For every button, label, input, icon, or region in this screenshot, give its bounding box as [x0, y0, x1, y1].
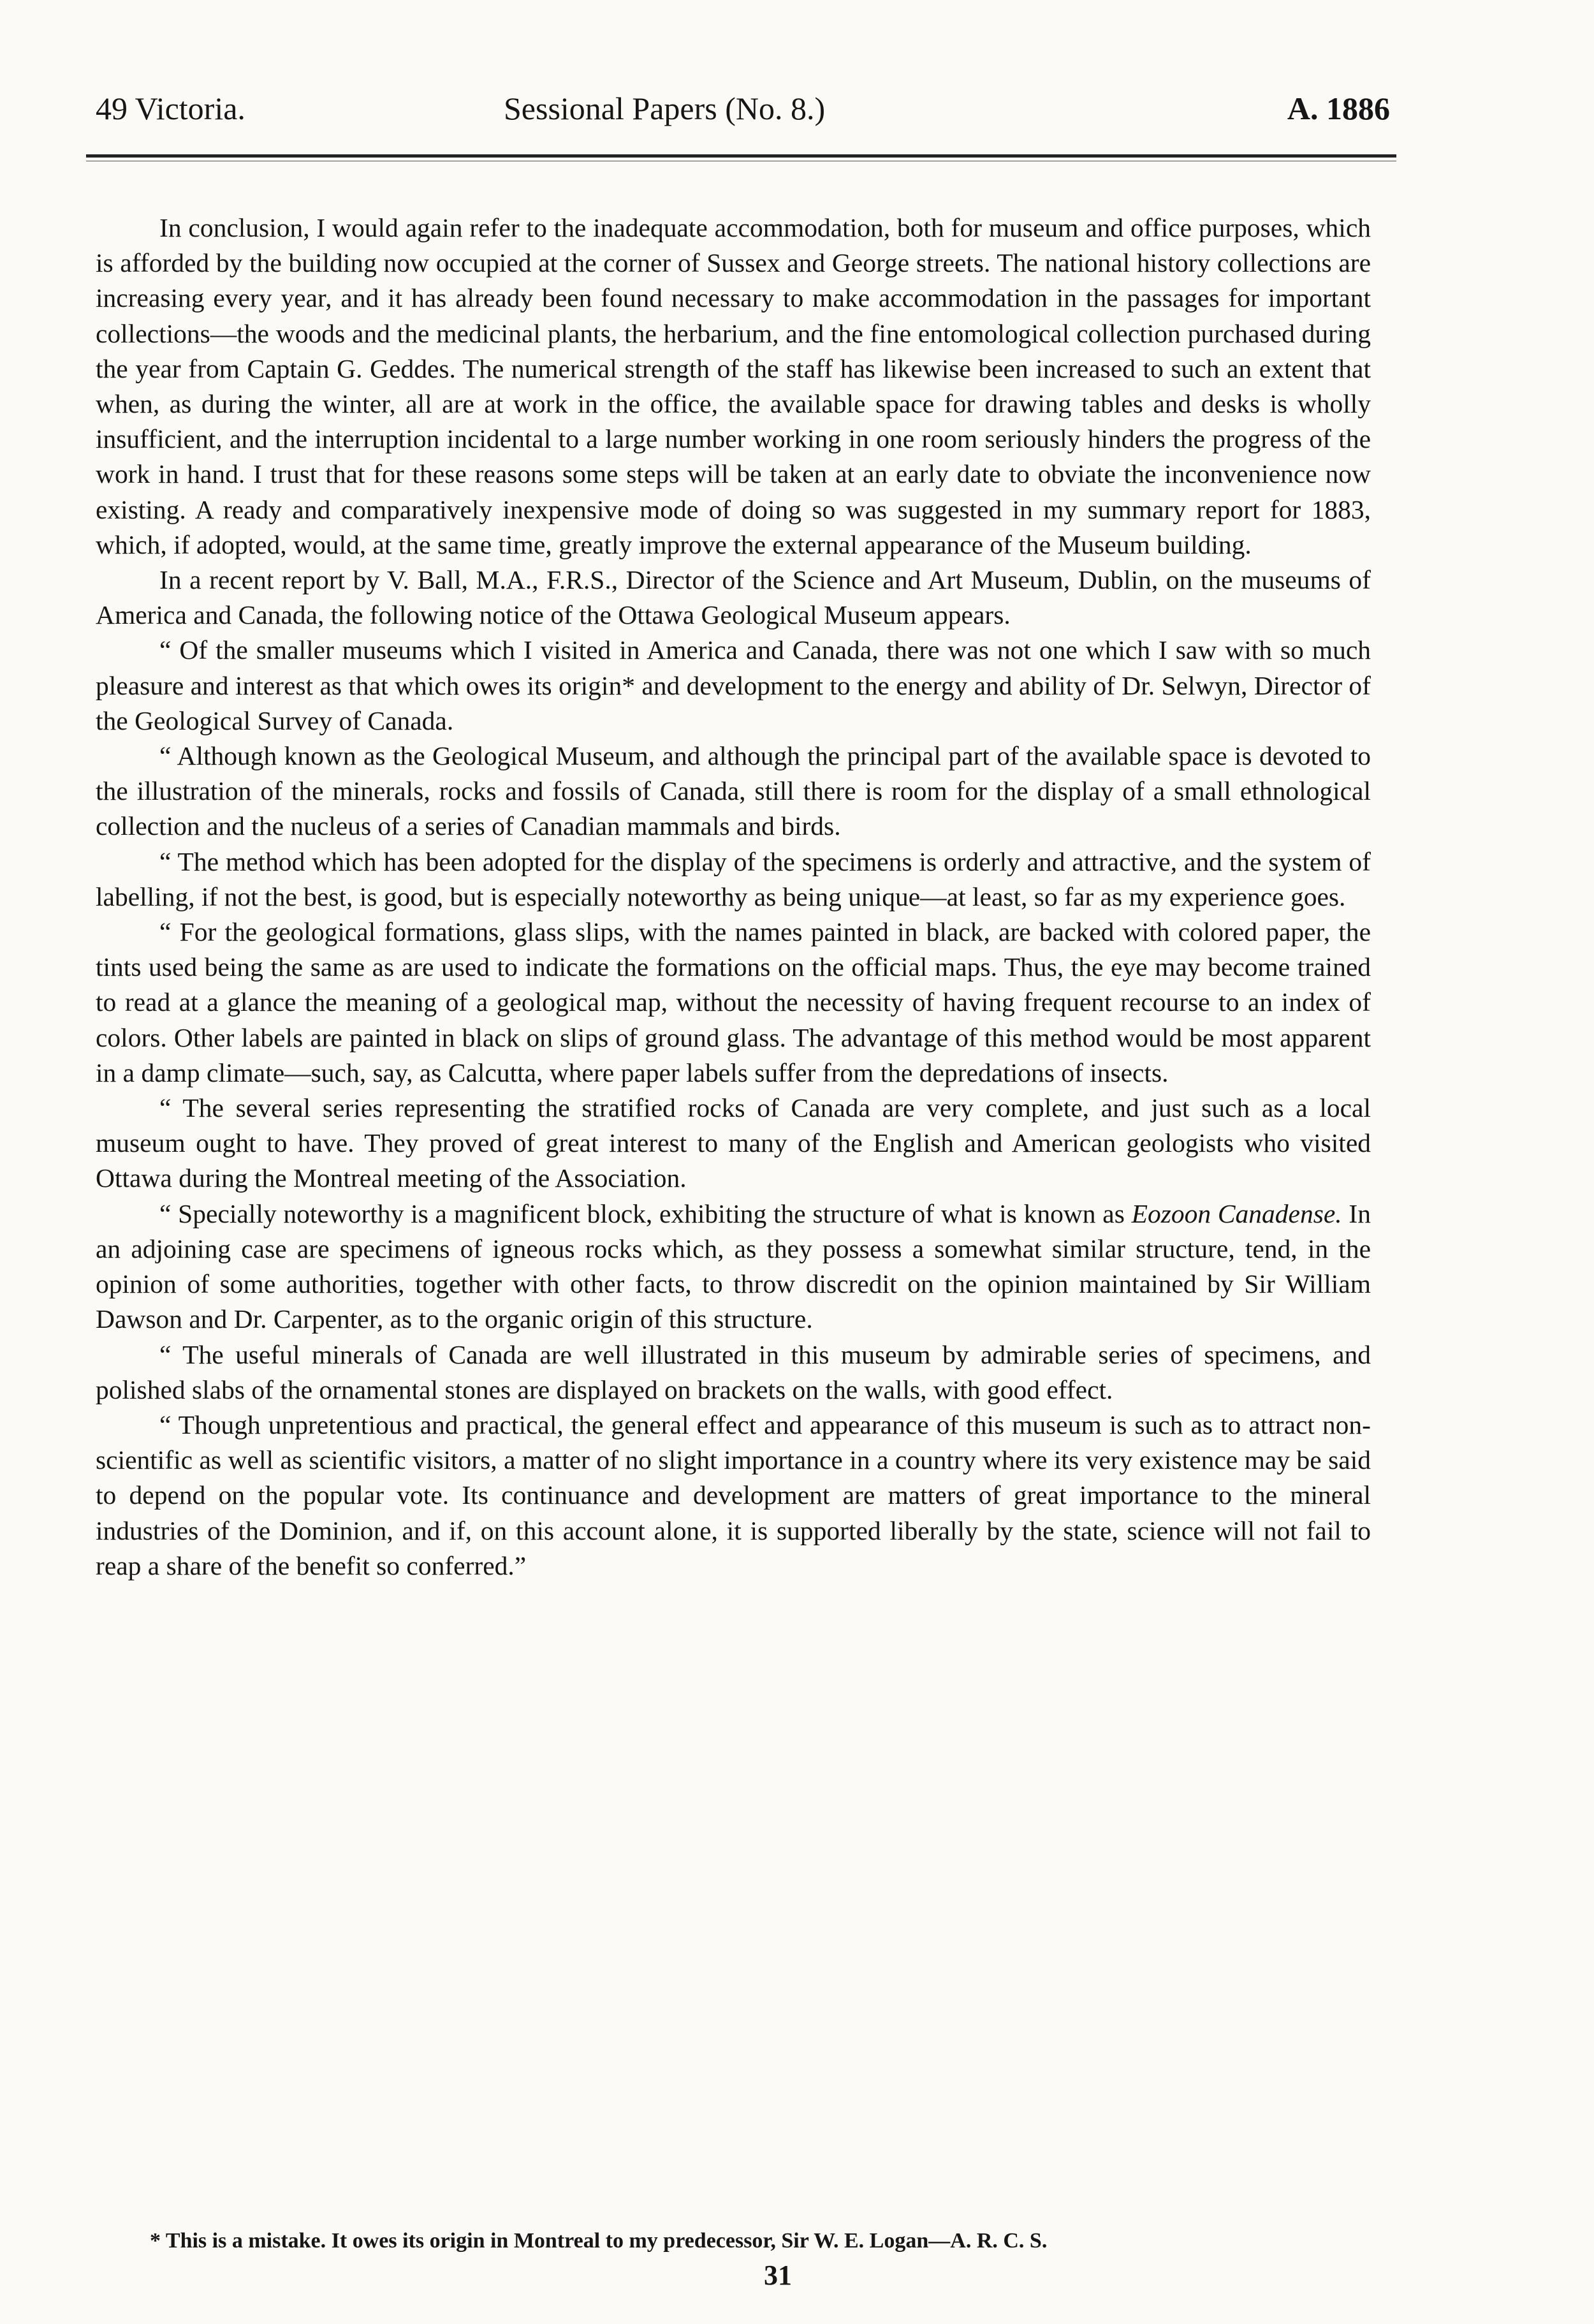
- header-year: A. 1886: [1287, 91, 1390, 126]
- body-text: [96, 210, 1371, 1584]
- header-rule: [86, 154, 1396, 158]
- paragraph-quote-geological-museum: “ Although known as the Geological Museum, and although the principal part of the available space is devoted to the illustration of the minerals, rocks and fossils of Canada, still there is room for the display of a small ethnological collection and the nucleus of a series of Canadian mammals and birds.: [96, 741, 1371, 841]
- paragraph-quote-useful-minerals: “ The useful minerals of Canada are well illustrated in this museum by admirable series of specimens, and polished slabs of the ornamental stones are displayed on brackets on the walls, with good effect.: [96, 1339, 1371, 1404]
- paragraph-quote-formations: “ For the geological formations, glass slips, with the names painted in black, are backed with colored paper, the tints used being the same as are used to indicate the formations on the official maps. Thus, the eye may become trained to read at a glance the meaning of a geological map, without the necessity of having frequent recourse to an index of colors. Other labels are painted in black on slips of ground glass. The advantage of this method would be most apparent in a damp climate—such, say, as Calcutta, where paper labels suffer from the depredations of insects.: [96, 917, 1371, 1087]
- page-number: 31: [764, 2260, 792, 2291]
- paragraph-ball-report: In a recent report by V. Ball, M.A., F.R.S., Director of the Science and Art Museum, Dublin, on the museums of America and Canada, the following notice of the Ottawa Geological Museum appears.: [96, 565, 1371, 630]
- running-header: [96, 83, 1390, 134]
- paragraph-quote-conclusion: “ Though unpretentious and practical, the general effect and appearance of this museum is such as to attract non-scientific as well as scientific visitors, a matter of no slight importance in a country where its very existence may be said to depend on the popular vote. Its continuance and development are matters of great importance to the mineral industries of the Dominion, and if, on this account alone, it is supported liberally by the state, science will not fail to reap a share of the benefit so conferred.”: [96, 1409, 1371, 1580]
- paragraph-quote-stratified-rocks: “ The several series representing the stratified rocks of Canada are very complete, and just such as a local museum ought to have. They proved of great interest to many of the English and American geologists who visited Ottawa during the Montreal meeting of the Association.: [96, 1093, 1371, 1193]
- paragraph-quote-method: “ The method which has been adopted for the display of the specimens is orderly and attractive, and the system of labelling, if not the best, is good, but is especially noteworthy as being unique—at least, so far as my experience goes.: [96, 846, 1371, 911]
- header-title: Sessional Papers (No. 8.): [504, 91, 826, 126]
- footnote: * This is a mistake. It owes its origin in Montreal to my predecessor, Sir W. E. Logan—A. R. C. S.: [150, 2229, 1048, 2253]
- paragraph-quote-eozoon: “ Specially noteworthy is a magnificent block, exhibiting the structure of what is known as Eozoon Canadense. In an adjoining case are specimens of igneous rocks which, as they possess a somewhat similar structure, tend, in the opinion of some authorities, together with other facts, to throw discredit on the opinion maintained by Sir William Dawson and Dr. Carpenter, as to the organic origin of this structure.: [96, 1198, 1371, 1334]
- paragraph-quote-smaller-museums: “ Of the smaller museums which I visited in America and Canada, there was not one which I saw with so much pleasure and interest as that which owes its origin* and development to the energy and ability of Dr. Selwyn, Director of the Geological Survey of Canada.: [96, 635, 1371, 735]
- header-volume: 49 Victoria.: [96, 91, 245, 126]
- eozoon-term: Eozoon Canadense.: [1131, 1198, 1342, 1228]
- paragraph-conclusion: In conclusion, I would again refer to the inadequate accommodation, both for museum and office purposes, which is afforded by the building now occupied at the corner of Sussex and George streets. The national history collections are increasing every year, and it has already been found necessary to make accommodation in the passages for important collections—the woods and the medicinal plants, the herbarium, and the fine entomological collection purchased during the year from Captain G. Geddes. The numerical strength of the staff has likewise been increased to such an extent that when, as during the winter, all are at work in the office, the available space for drawing tables and desks is wholly insufficient, and the interruption incidental to a large number working in one room seriously hinders the progress of the work in hand. I trust that for these reasons some steps will be taken at an early date to obviate the inconvenience now existing. A ready and comparatively inexpensive mode of doing so was suggested in my summary report for 1883, which, if adopted, would, at the same time, greatly improve the external appearance of the Museum building.: [96, 213, 1371, 559]
